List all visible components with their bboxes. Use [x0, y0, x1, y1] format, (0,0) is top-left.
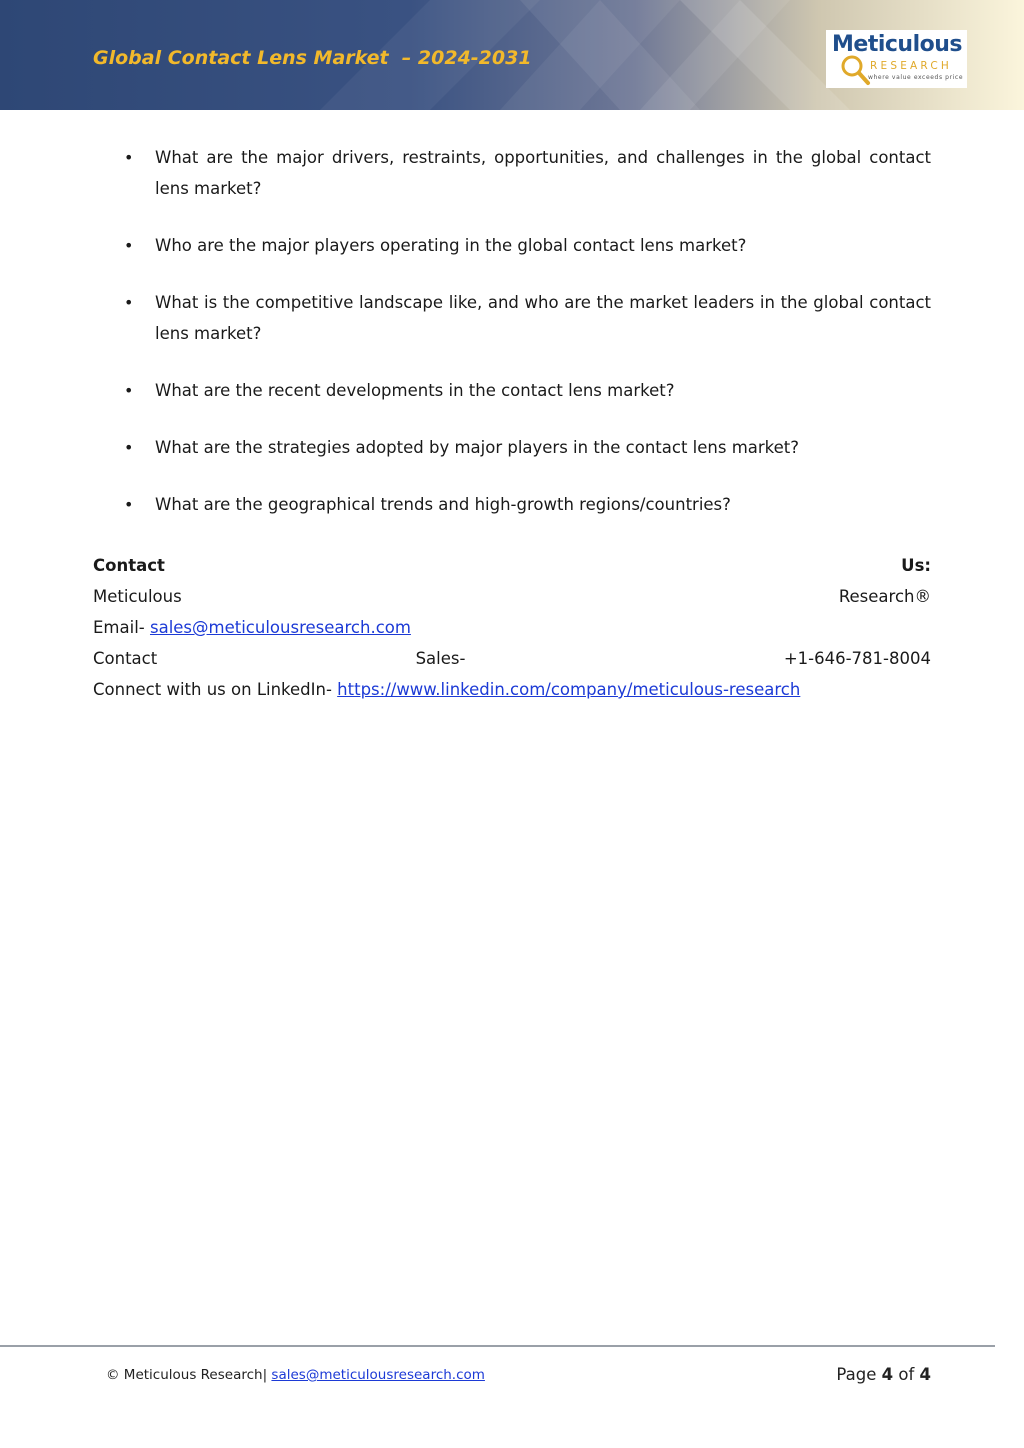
email-line	[93, 612, 931, 643]
page-current: 4	[881, 1365, 894, 1384]
question-text: What are the recent developments in the contact lens market?	[155, 381, 675, 400]
bullet-icon: •	[124, 438, 134, 457]
list-item	[93, 230, 931, 261]
company-name-left: Meticulous	[93, 587, 182, 606]
list-item	[93, 287, 931, 349]
logo-wordmark: Meticulous	[832, 32, 962, 57]
email-link[interactable]: sales@meticulousresearch.com	[149, 618, 411, 637]
phone-label-mid: Sales-	[415, 649, 466, 668]
list-item	[93, 375, 931, 406]
linkedin-label: Connect with us on LinkedIn-	[93, 680, 338, 699]
page-number	[836, 1365, 931, 1384]
list-item	[93, 432, 931, 463]
contact-heading-left: Contact	[93, 556, 165, 575]
page-mid: of	[893, 1365, 920, 1384]
phone-line	[93, 643, 931, 674]
contact-heading	[93, 550, 931, 581]
email-label: Email-	[93, 618, 150, 637]
bullet-icon: •	[124, 381, 134, 400]
question-text: What is the competitive landscape like, and who are the market leaders in the global contact lens market?	[155, 293, 931, 343]
footer-email-link[interactable]: sales@meticulousresearch.com	[271, 1367, 485, 1383]
linkedin-link[interactable]: https://www.linkedin.com/company/meticulous-research	[337, 680, 801, 699]
contact-section	[93, 550, 931, 705]
list-item	[93, 489, 931, 520]
meticulous-research-logo	[826, 30, 967, 88]
bullet-icon: •	[124, 148, 134, 167]
question-text: Who are the major players operating in the global contact lens market?	[155, 236, 747, 255]
footer-divider	[0, 1345, 995, 1347]
page-header	[0, 0, 1024, 110]
magnifier-icon	[838, 54, 874, 86]
footer-copyright	[106, 1367, 485, 1383]
bullet-icon: •	[124, 495, 134, 514]
linkedin-line	[93, 674, 931, 705]
bullet-icon: •	[124, 293, 134, 312]
questions-section	[93, 142, 931, 546]
question-text: What are the strategies adopted by major players in the contact lens market?	[155, 438, 800, 457]
questions-list	[93, 142, 931, 520]
company-line	[93, 581, 931, 612]
copyright-text: © Meticulous Research|	[106, 1367, 272, 1383]
logo-tagline: where value exceeds price	[868, 74, 964, 81]
question-text: What are the major drivers, restraints, opportunities, and challenges in the global contact lens market?	[155, 148, 931, 198]
question-text: What are the geographical trends and high-growth regions/countries?	[155, 495, 731, 514]
contact-heading-right: Us:	[901, 556, 931, 575]
company-name-right: Research®	[838, 587, 931, 606]
phone-number: +1-646-781-8004	[783, 649, 931, 668]
page-prefix: Page	[836, 1365, 882, 1384]
document-title: Global Contact Lens Market – 2024-2031	[93, 47, 532, 69]
phone-label-left: Contact	[93, 649, 158, 668]
logo-subtitle: RESEARCH	[870, 60, 953, 72]
page-total: 4	[919, 1365, 931, 1384]
list-item	[93, 142, 931, 204]
bullet-icon: •	[124, 236, 134, 255]
